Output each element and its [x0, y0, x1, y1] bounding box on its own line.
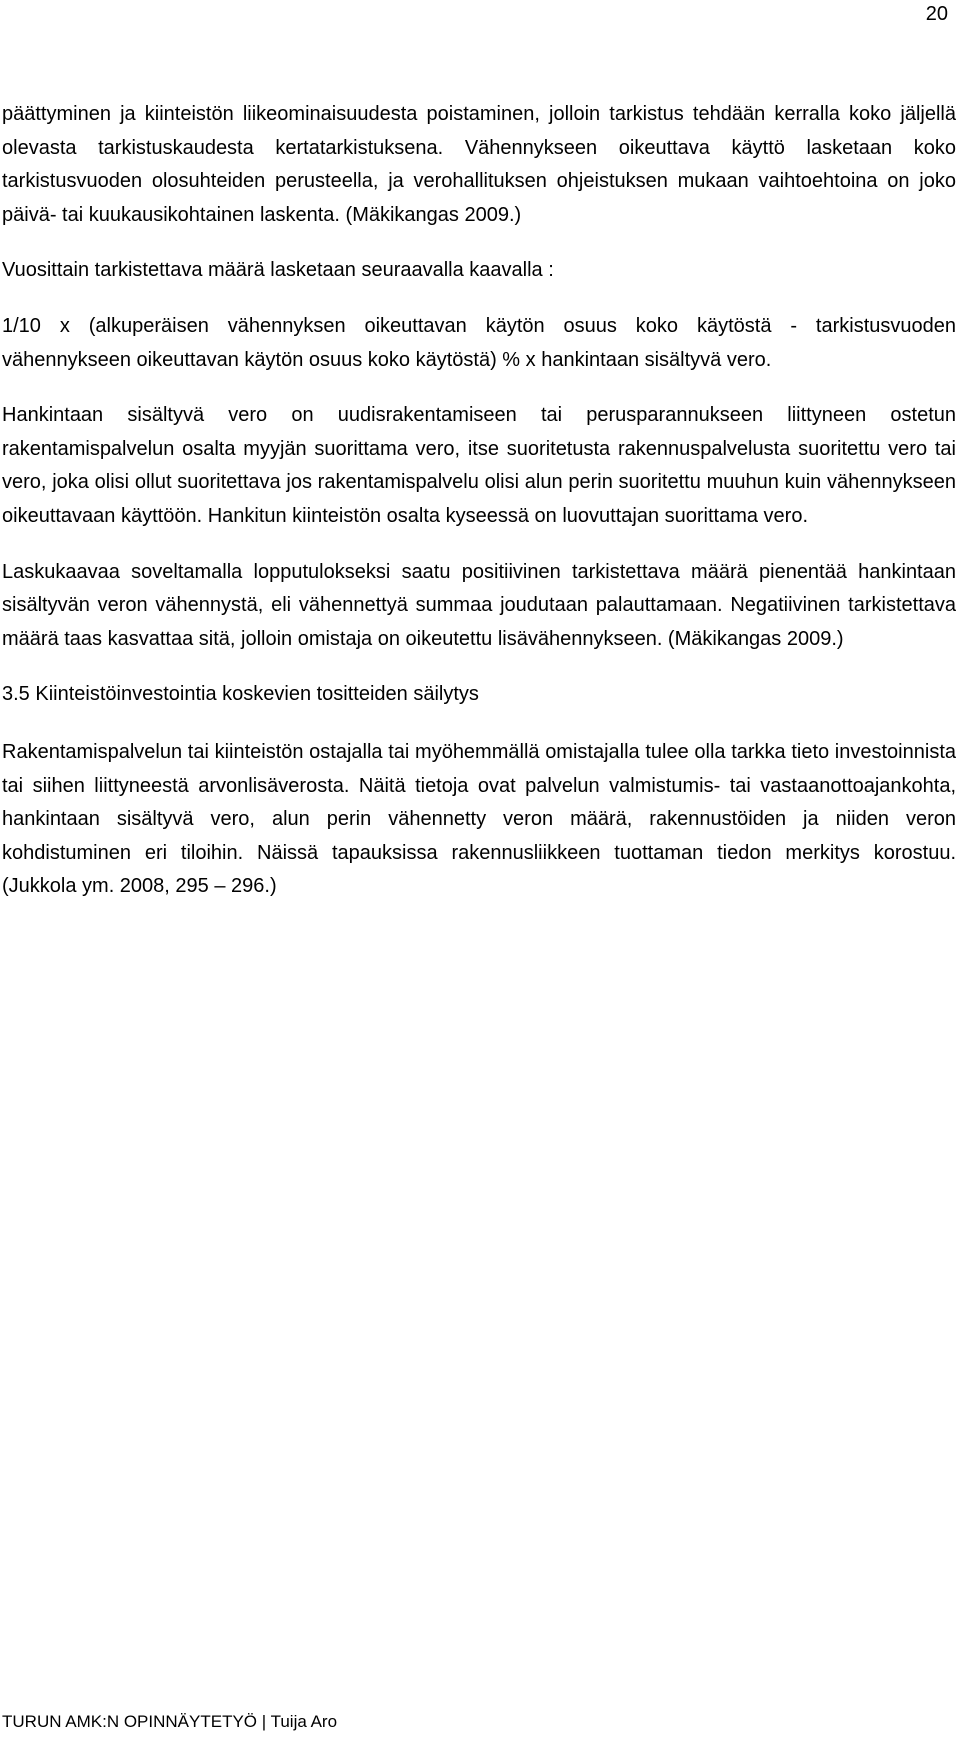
- paragraph-tarkistus-continuation: päättyminen ja kiinteistön liikeominaisuudesta poistaminen, jolloin tarkistus tehdään kerralla koko jäljellä olevasta tarkistuskaudesta kertatarkistuksena. Vähennykseen oikeuttava käyttö lasketaan koko tarkistusvuoden olosuhteiden perusteella, ja verohallituksen ohjeistuksen mukaan vaihtoehtoina on joko päivä- tai kuukausikohtainen laskenta. (Mäkikangas 2009.): [2, 103, 956, 226]
- document-body: [2, 98, 956, 926]
- section-heading: 3.5 Kiinteistöinvestointia koskevien tositteiden säilytys: [2, 683, 479, 706]
- paragraph-formula-intro: Vuosittain tarkistettava määrä lasketaan seuraavalla kaavalla :: [2, 259, 554, 282]
- paragraph-hankintaan-sisaltyva-vero: Hankintaan sisältyvä vero on uudisrakentamiseen tai perusparannukseen liittyneen ostetun rakentamispalvelun osalta myyjän suorittama vero, itse suoritetusta rakennuspalvelusta suoritettu vero tai vero, joka olisi ollut suoritettava jos rakentamispalvelu olisi alun perin suoritettu muuhun kuin vähennykseen oikeuttavaan käyttöön. Hankitun kiinteistön osalta kyseessä on luovuttajan suorittama vero.: [2, 404, 956, 527]
- page-footer: TURUN AMK:N OPINNÄYTETYÖ | Tuija Aro: [2, 1712, 338, 1731]
- page-number: 20: [925, 3, 948, 25]
- paragraph-laskukaava: Laskukaavaa soveltamalla lopputulokseksi saatu positiivinen tarkistettava määrä pienentää hankintaan sisältyvän veron vähennystä, eli vähennettyä summaa joudutaan palauttamaan. Negatiivinen tarkistettava määrä taas kasvattaa sitä, jolloin omistaja on oikeutettu lisävähennykseen. (Mäkikangas 2009.): [2, 560, 956, 650]
- paragraph-formula: 1/10 x (alkuperäisen vähennyksen oikeuttavan käytön osuus koko käytöstä - tarkistusvuoden vähennykseen oikeuttavan käytön osuus koko käytöstä) % x hankintaan sisältyvä vero.: [2, 314, 956, 371]
- paragraph-tositteiden-sailytys: Rakentamispalvelun tai kiinteistön ostajalla tai myöhemmällä omistajalla tulee olla tarkka tieto investoinnista tai siihen liittyneestä arvonlisäverosta. Näitä tietoja ovat palvelun valmistumis- tai vastaanottoajankohta, hankintaan sisältyvä vero, alun perin vähennetty veron määrä, rakennustöiden ja niiden veron kohdistuminen eri tiloihin. Näissä tapauksissa rakennusliikkeen tuottaman tiedon merkitys korostuu. (Jukkola ym. 2008, 295 – 296.): [2, 740, 956, 898]
